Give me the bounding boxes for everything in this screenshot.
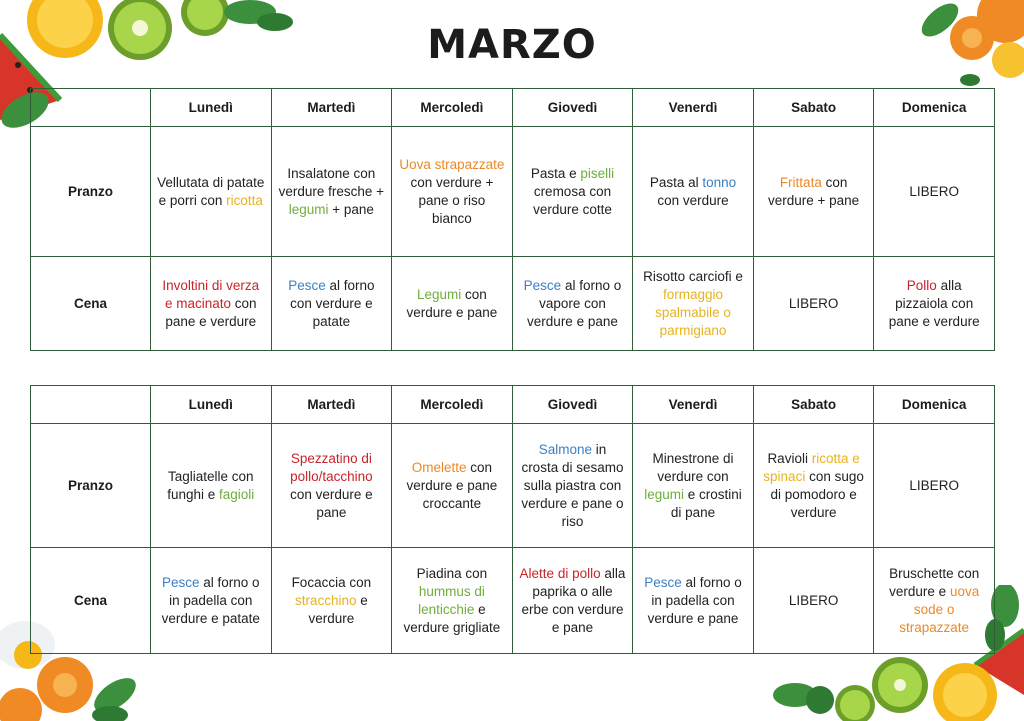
meal-text-segment: Tagliatelle con funghi e — [167, 468, 254, 502]
meal-cell — [753, 127, 874, 257]
day-header: Domenica — [874, 386, 995, 424]
meal-text-segment: legumi — [644, 486, 685, 502]
meal-text-segment: LIBERO — [788, 295, 839, 311]
meal-text-segment: con verdure e pane — [290, 486, 373, 520]
meal-cell — [874, 548, 995, 654]
meal-cell — [151, 424, 272, 548]
meal-text-segment: Risotto carciofi e — [643, 268, 743, 284]
header-row — [31, 386, 995, 424]
meal-cell — [512, 257, 633, 351]
meal-cell — [392, 424, 513, 548]
meal-row-pranzo — [31, 424, 995, 548]
meal-text-segment: e crostini di pane — [670, 486, 742, 520]
meal-text-segment: tonno — [702, 174, 737, 190]
day-header: Mercoledì — [392, 89, 513, 127]
meal-cell — [392, 548, 513, 654]
meal-text-segment: hummus di lenticchie — [418, 583, 485, 617]
meal-cell — [512, 424, 633, 548]
meal-row-cena — [31, 257, 995, 351]
menu-table-week-1 — [30, 88, 995, 351]
meal-cell — [271, 257, 392, 351]
meal-text-segment: e verdure — [308, 592, 368, 626]
meal-label: Pranzo — [31, 127, 151, 257]
meal-cell — [753, 424, 874, 548]
meal-text-segment: legumi — [288, 201, 329, 217]
day-header: Martedì — [271, 386, 392, 424]
meal-cell — [633, 424, 754, 548]
meal-text-segment: formaggio spalmabile o parmigiano — [655, 286, 731, 338]
meal-cell — [874, 424, 995, 548]
meal-text-segment: Pollo — [906, 277, 937, 293]
meal-text-segment: Pasta al — [649, 174, 703, 190]
day-header: Martedì — [271, 89, 392, 127]
meal-text-segment: Insalatone con verdure fresche + — [278, 165, 385, 199]
header-row — [31, 89, 995, 127]
meal-text-segment: al forno con verdure e patate — [290, 277, 375, 329]
meal-text-segment: con verdure e pane — [406, 286, 498, 320]
meal-label: Cena — [31, 548, 151, 654]
meal-text-segment: Piadina con — [416, 565, 488, 581]
meal-cell — [874, 127, 995, 257]
meal-text-segment: LIBERO — [788, 592, 839, 608]
meal-cell — [633, 127, 754, 257]
meal-cell — [633, 257, 754, 351]
meal-text-segment: e verdure grigliate — [403, 601, 501, 635]
meal-text-segment: ricotta e spinaci — [763, 450, 860, 484]
meal-text-segment: Vellutata di patate e porri con — [157, 174, 265, 208]
meal-cell — [392, 257, 513, 351]
meal-text-segment: stracchino — [294, 592, 357, 608]
meal-text-segment: LIBERO — [909, 477, 959, 493]
meal-label: Pranzo — [31, 424, 151, 548]
meal-text-segment: piselli — [580, 165, 615, 181]
page-title: MARZO — [427, 22, 597, 68]
meal-text-segment: in crosta di sesamo sulla piastra con verdure e pane o riso — [521, 441, 624, 529]
meal-text-segment: al forno o in padella con verdure e pane — [647, 574, 742, 626]
meal-text-segment: al forno o in padella con verdure e patate — [161, 574, 260, 626]
meal-row-pranzo — [31, 127, 995, 257]
meal-text-segment: con verdure + pane o riso bianco — [410, 174, 494, 226]
meal-text-segment: Focaccia con — [291, 574, 372, 590]
meal-cell — [271, 424, 392, 548]
meal-text-segment: Salmone — [538, 441, 592, 457]
meal-cell — [633, 548, 754, 654]
meal-text-segment: Legumi — [417, 286, 462, 302]
meal-text-segment: Involtini di verza e macinato — [162, 277, 260, 311]
meal-cell — [151, 257, 272, 351]
day-header: Mercoledì — [392, 386, 513, 424]
meal-text-segment: Ravioli — [767, 450, 812, 466]
meal-text-segment: alla pizzaiola con pane e verdure — [888, 277, 980, 329]
meal-text-segment: alla paprika o alle erbe con verdure e pane — [521, 565, 626, 635]
meal-cell — [512, 548, 633, 654]
meal-text-segment: Pesce — [161, 574, 200, 590]
meal-text-segment: Pasta e — [530, 165, 581, 181]
meal-text-segment: + pane — [328, 201, 374, 217]
meal-label: Cena — [31, 257, 151, 351]
meal-text-segment: uova sode o strapazzate — [899, 583, 980, 635]
meal-text-segment: Pesce — [523, 277, 562, 293]
meal-cell — [151, 548, 272, 654]
day-header: Venerdì — [633, 386, 754, 424]
meal-cell — [392, 127, 513, 257]
meal-text-segment: Bruschette con verdure e — [889, 565, 980, 599]
meal-text-segment: Alette di pollo — [519, 565, 601, 581]
meal-text-segment: Pesce — [644, 574, 682, 590]
day-header: Sabato — [753, 386, 874, 424]
meal-cell — [753, 257, 874, 351]
corner-cell — [31, 386, 151, 424]
meal-cell — [753, 548, 874, 654]
meal-cell — [512, 127, 633, 257]
corner-cell — [31, 89, 151, 127]
meal-row-cena — [31, 548, 995, 654]
meal-text-segment: Pesce — [288, 277, 326, 293]
day-header: Lunedì — [151, 89, 272, 127]
meal-text-segment: Spezzatino di pollo/tacchino — [290, 450, 373, 484]
meal-text-segment: con pane e verdure — [165, 295, 257, 329]
meal-text-segment: ricotta — [226, 192, 263, 208]
day-header: Lunedì — [151, 386, 272, 424]
meal-text-segment: al forno o vapore con verdure e pane — [527, 277, 622, 329]
meal-cell — [271, 548, 392, 654]
meal-text-segment: Uova strapazzate — [399, 156, 505, 172]
meal-cell — [151, 127, 272, 257]
meal-text-segment: Frittata — [779, 174, 822, 190]
meal-text-segment: Minestrone di verdure con — [652, 450, 734, 484]
meal-cell — [874, 257, 995, 351]
day-header: Sabato — [753, 89, 874, 127]
meal-cell — [271, 127, 392, 257]
meal-text-segment: con sugo di pomodoro e verdure — [770, 468, 864, 520]
day-header: Domenica — [874, 89, 995, 127]
day-header: Giovedì — [512, 386, 633, 424]
meal-text-segment: con verdure + pane — [767, 174, 860, 208]
meal-text-segment: con verdure — [657, 192, 729, 208]
meal-text-segment: Omelette — [411, 459, 467, 475]
meal-text-segment: con verdure e pane croccante — [406, 459, 498, 511]
day-header: Giovedì — [512, 89, 633, 127]
meal-text-segment: fagioli — [219, 486, 255, 502]
meal-text-segment: cremosa con verdure cotte — [533, 183, 612, 217]
menu-table-week-2 — [30, 385, 995, 654]
meal-text-segment: LIBERO — [909, 183, 959, 199]
day-header: Venerdì — [633, 89, 754, 127]
